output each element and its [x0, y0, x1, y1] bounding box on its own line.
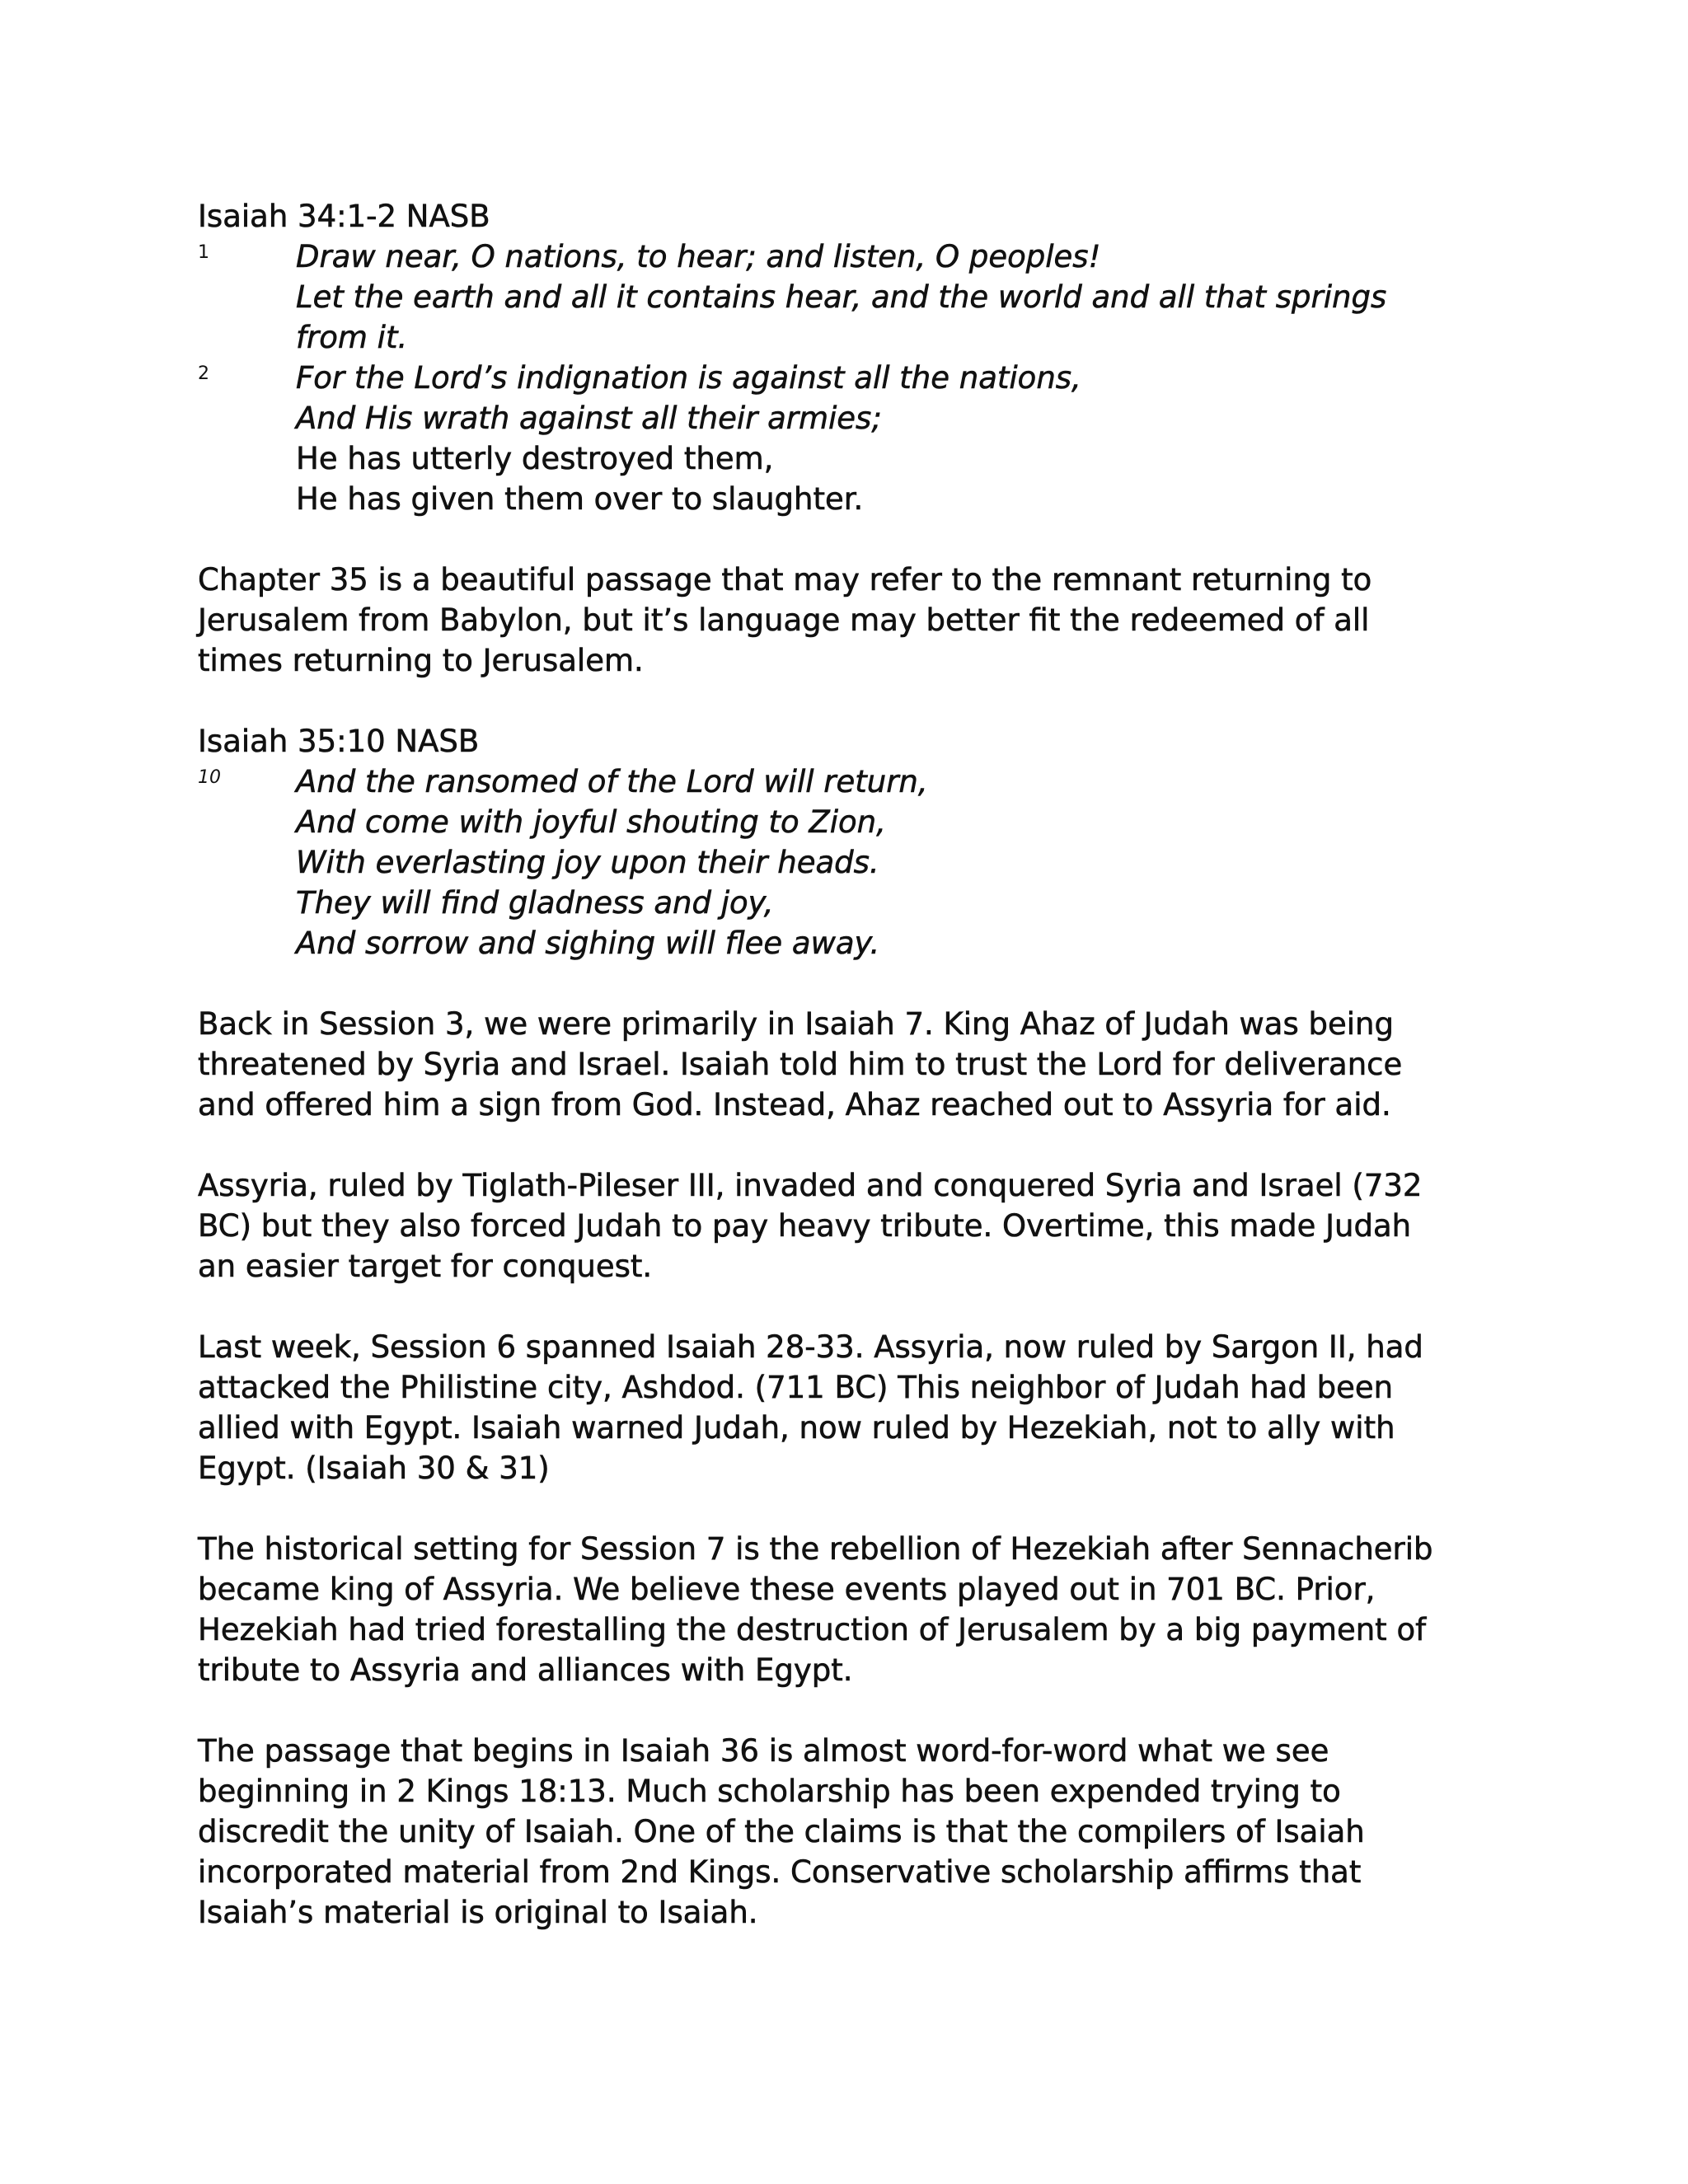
- verse-line: He has given them over to slaughter.: [296, 481, 864, 517]
- verse-number: 1: [198, 242, 209, 263]
- paragraph: [198, 1004, 1517, 1125]
- paragraph-line: tribute to Assyria and alliances with Egypt.: [198, 1652, 853, 1688]
- paragraph-line: threatened by Syria and Israel. Isaiah told him to trust the Lord for deliverance: [198, 1047, 1403, 1082]
- paragraph-line: Back in Session 3, we were primarily in Isaiah 7. King Ahaz of Judah was being: [198, 1006, 1394, 1042]
- paragraph-line: Isaiah’s material is original to Isaiah.: [198, 1895, 758, 1930]
- scripture-reference: Isaiah 34:1-2 NASB: [198, 199, 490, 234]
- paragraph-line: times returning to Jerusalem.: [198, 643, 644, 678]
- paragraph-line: became king of Assyria. We believe these events played out in 701 BC. Prior,: [198, 1572, 1376, 1607]
- paragraph-line: discredit the unity of Isaiah. One of the claims is that the compilers of Isaiah: [198, 1814, 1365, 1849]
- paragraph: [198, 1529, 1517, 1690]
- paragraph: [198, 1165, 1517, 1286]
- verse-line: And come with joyful shouting to Zion,: [296, 804, 886, 840]
- paragraph-line: Jerusalem from Babylon, but it’s language may better fit the redeemed of all: [198, 602, 1370, 638]
- verse: [198, 237, 1517, 358]
- verse: [198, 358, 1517, 519]
- paragraph-line: Egypt. (Isaiah 30 & 31): [198, 1451, 550, 1486]
- paragraph-line: Chapter 35 is a beautiful passage that may refer to the remnant returning to: [198, 562, 1372, 598]
- scripture-reference: Isaiah 35:10 NASB: [198, 724, 480, 759]
- verse-line: Let the earth and all it contains hear, and the world and all that springs: [296, 279, 1387, 315]
- verse-line: And the ransomed of the Lord will return,: [296, 764, 928, 799]
- verse-line: They will find gladness and joy,: [296, 885, 774, 921]
- verse-line: And sorrow and sighing will flee away.: [296, 926, 880, 961]
- paragraph-line: an easier target for conquest.: [198, 1249, 653, 1284]
- verse-line: With everlasting joy upon their heads.: [296, 845, 879, 880]
- verse-line: He has utterly destroyed them,: [296, 441, 774, 476]
- verse-line: from it.: [296, 320, 408, 355]
- paragraph-line: Hezekiah had tried forestalling the destruction of Jerusalem by a big payment of: [198, 1612, 1427, 1647]
- paragraph: [198, 1327, 1517, 1488]
- paragraph: [198, 1731, 1517, 1933]
- verse-number: 2: [198, 363, 209, 384]
- paragraph-line: Last week, Session 6 spanned Isaiah 28-33. Assyria, now ruled by Sargon II, had: [198, 1329, 1423, 1365]
- paragraph-line: The historical setting for Session 7 is the rebellion of Hezekiah after Sennacherib: [198, 1531, 1433, 1567]
- verse: [198, 762, 1517, 963]
- paragraph-line: beginning in 2 Kings 18:13. Much scholarship has been expended trying to: [198, 1774, 1341, 1809]
- paragraph-line: incorporated material from 2nd Kings. Conservative scholarship affirms that: [198, 1854, 1362, 1890]
- verse-line: Draw near, O nations, to hear; and listen, O peoples!: [296, 239, 1101, 274]
- paragraph-line: and offered him a sign from God. Instead, Ahaz reached out to Assyria for aid.: [198, 1087, 1391, 1122]
- verse-line: And His wrath against all their armies;: [296, 401, 882, 436]
- verse-number: 10: [198, 767, 221, 788]
- paragraph-line: BC) but they also forced Judah to pay heavy tribute. Overtime, this made Judah: [198, 1208, 1412, 1244]
- paragraph-line: The passage that begins in Isaiah 36 is almost word-for-word what we see: [198, 1733, 1329, 1769]
- paragraph-line: Assyria, ruled by Tiglath-Pileser III, invaded and conquered Syria and Israel (732: [198, 1168, 1423, 1203]
- paragraph: [198, 560, 1517, 681]
- paragraph-line: attacked the Philistine city, Ashdod. (711 BC) This neighbor of Judah had been: [198, 1370, 1394, 1405]
- verse-line: For the Lord’s indignation is against all the nations,: [296, 360, 1081, 396]
- document-body: [198, 196, 1517, 1933]
- paragraph-line: allied with Egypt. Isaiah warned Judah, now ruled by Hezekiah, not to ally with: [198, 1410, 1395, 1446]
